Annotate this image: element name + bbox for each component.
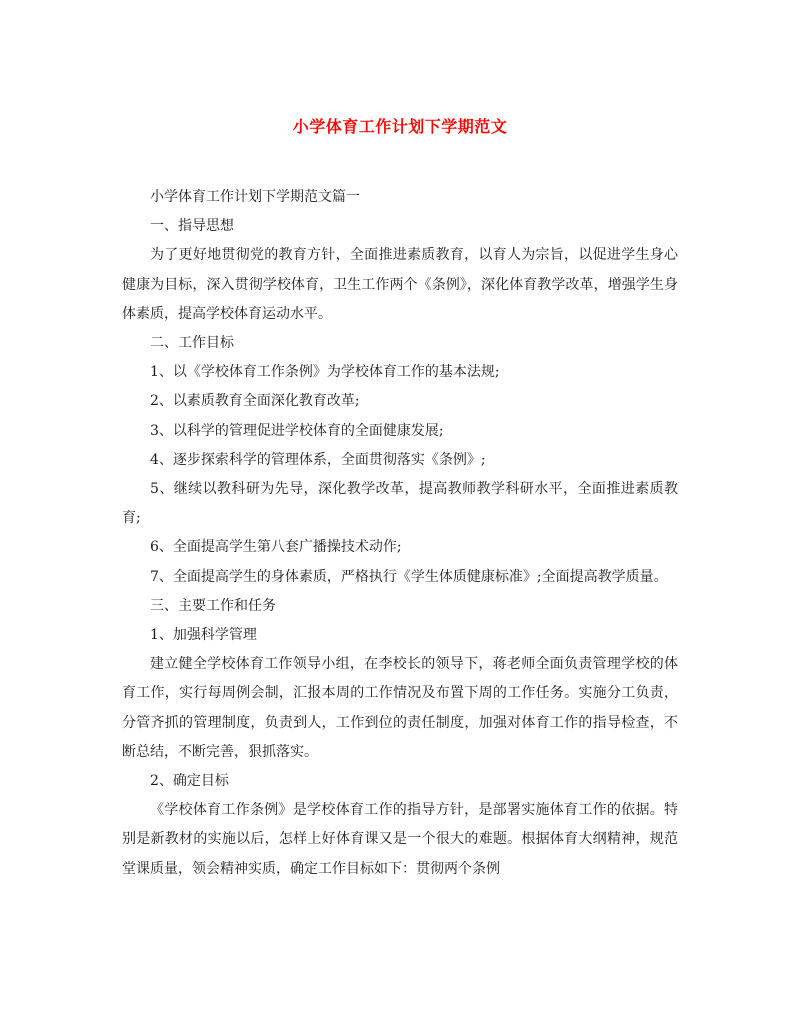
paragraph: 建立健全学校体育工作领导小组，在李校长的领导下，蒋老师全面负责管理学校的体育工作，实行每周例会制，汇报本周的工作情况及布置下周的工作任务。实施分工负责，分管齐抓的管理制度，负责到人，工作到位的责任制度，加强对体育工作的指导检查，不断总结，不断完善，狠抓落实。 — [122, 656, 678, 760]
document-title: 小学体育工作计划下学期范文 — [292, 117, 508, 136]
list-item: 3、以科学的管理促进学校体育的全面健康发展; — [150, 422, 444, 439]
list-item: 7、全面提高学生的身体素质，严格执行《学生体质健康标准》;全面提高教学质量。 — [150, 568, 668, 585]
paragraph-section-heading: 一、指导思想 — [150, 218, 234, 235]
list-item: 1、以《学校体育工作条例》为学校体育工作的基本法规; — [150, 364, 500, 381]
paragraph-article-heading: 小学体育工作计划下学期范文篇一 — [150, 189, 360, 205]
list-item: 5、继续以教科研为先导，深化教学改革，提高教师教学科研水平，全面推进素质教育; — [122, 481, 678, 527]
paragraph-subheading: 1、加强科学管理 — [150, 627, 257, 644]
paragraph: 《学校体育工作条例》是学校体育工作的指导方针，是部署实施体育工作的依据。特别是新教材的实施以后，怎样上好体育课又是一个很大的难题。根据体育大纲精神，规范堂课质量，领会精神实质，确定工作目标如下：贯彻两个条例 — [122, 802, 678, 877]
list-item: 6、全面提高学生第八套广播操技术动作; — [150, 539, 402, 556]
paragraph-section-heading: 三、主要工作和任务 — [150, 597, 276, 614]
list-item: 4、逐步探索科学的管理体系，全面贯彻落实《条例》; — [150, 451, 486, 468]
list-item: 2、以素质教育全面深化教育改革; — [150, 393, 360, 410]
paragraph-subheading: 2、确定目标 — [150, 773, 229, 790]
document-body — [122, 183, 678, 884]
paragraph-section-heading: 二、工作目标 — [150, 335, 234, 352]
paragraph: 为了更好地贯彻党的教育方针，全面推进素质教育，以育人为宗旨，以促进学生身心健康为目标，深入贯彻学校体育，卫生工作两个《条例》，深化体育教学改革，增强学生身体素质，提高学校体育运动水平。 — [122, 247, 678, 322]
